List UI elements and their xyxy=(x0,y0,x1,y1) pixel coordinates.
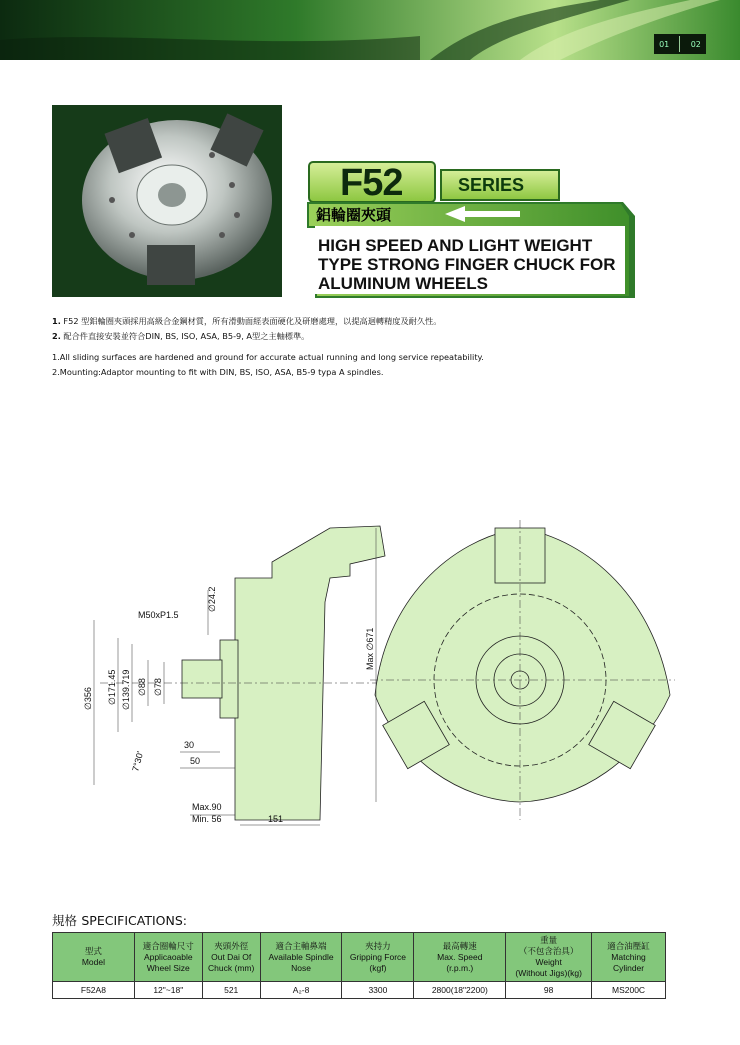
header-banner xyxy=(0,0,740,60)
dim-151: 151 xyxy=(268,814,284,824)
side-view xyxy=(182,526,385,820)
product-title-line: HIGH SPEED AND LIGHT WEIGHT xyxy=(318,236,593,255)
dim-min-56: Min. 56 xyxy=(192,814,222,824)
page-number-box xyxy=(654,34,706,54)
dim-angle: 7°30' xyxy=(130,750,146,773)
spec-heading xyxy=(52,911,187,929)
spec-table xyxy=(52,932,666,999)
dim-78: ∅78 xyxy=(153,678,163,696)
thread-label: M50xP1.5 xyxy=(138,610,179,620)
spec-header-row xyxy=(53,933,666,982)
cell-chuck-od: 521 xyxy=(202,982,260,999)
note-zh-1: 1. F52 型鋁輪圈夾頭採用高級合金鋼材質，所有滑動面經表面硬化及研磨處理，以提高迴轉精度及耐久性。 xyxy=(52,316,442,326)
cell-wheel-size: 12"~18" xyxy=(134,982,202,999)
cell-model: F52A8 xyxy=(53,982,135,999)
note-en-1: 1.All sliding surfaces are hardened and ground for accurate actual running and long service repeatability. xyxy=(52,352,484,362)
dim-50: 50 xyxy=(190,756,201,766)
dim-max-671: Max ∅671 xyxy=(365,627,375,670)
col-gripping-force: 夾持力 Gripping Force (kgf) xyxy=(342,933,414,982)
dim-88: ∅88 xyxy=(137,678,147,696)
spec-heading-en: SPECIFICATIONS: xyxy=(81,913,188,928)
dim-356: ∅356 xyxy=(83,687,93,710)
dim-139-719: ∅139.719 xyxy=(121,669,131,710)
product-title-line: TYPE STRONG FINGER CHUCK FOR xyxy=(318,255,616,274)
cell-gripping-force: 3300 xyxy=(342,982,414,999)
cell-cylinder: MS200C xyxy=(592,982,666,999)
cell-max-speed: 2800(18"2200) xyxy=(414,982,506,999)
feature-notes xyxy=(52,314,484,380)
dim-30: 30 xyxy=(184,740,195,750)
cell-weight: 98 xyxy=(506,982,592,999)
dim-max-90: Max.90 xyxy=(192,802,222,812)
cell-spindle-nose: A₂-8 xyxy=(260,982,342,999)
spec-heading-zh: 規格 xyxy=(52,913,78,928)
page-number-right: 02 xyxy=(690,39,701,49)
col-wheel-size: 適合圈輪尺寸 Applicaoable Wheel Size xyxy=(134,933,202,982)
note-zh-2: 2. 配合件直接安裝並符合DIN, BS, ISO, ASA, B5-9, A型之主軸標準。 xyxy=(52,331,310,341)
product-title-line: ALUMINUM WHEELS xyxy=(318,274,488,293)
note-en-2: 2.Mounting:Adaptor mounting to fit with DIN, BS, ISO, ASA, B5-9 typa A spindles. xyxy=(52,367,384,377)
col-chuck-od: 夾頭外徑 Out Dai Of Chuck (mm) xyxy=(202,933,260,982)
front-view xyxy=(375,528,670,802)
table-row xyxy=(53,982,666,999)
col-model: 型式 Model xyxy=(53,933,135,982)
page-number-left: 01 xyxy=(659,39,670,49)
dim-171-45: ∅171.45 xyxy=(107,669,117,705)
col-spindle-nose: 適合主軸鼻端 Available Spindle Nose xyxy=(260,933,342,982)
technical-drawing xyxy=(80,520,680,830)
dim-24-2: ∅24.2 xyxy=(207,586,217,612)
col-max-speed: 最高轉速 Max. Speed (r.p.m.) xyxy=(414,933,506,982)
series-label: SERIES xyxy=(458,175,525,195)
product-title xyxy=(318,236,628,293)
chinese-product-name: 鋁輪圈夾頭 xyxy=(316,206,392,224)
col-weight: 重量 （不包含治具） Weight (Without Jigs)(kg) xyxy=(506,933,592,982)
page-number-divider xyxy=(679,36,680,52)
product-photo xyxy=(52,105,282,297)
model-title: F52 xyxy=(340,162,403,204)
col-cylinder: 適合油壓缸 Matching Cylinder xyxy=(592,933,666,982)
